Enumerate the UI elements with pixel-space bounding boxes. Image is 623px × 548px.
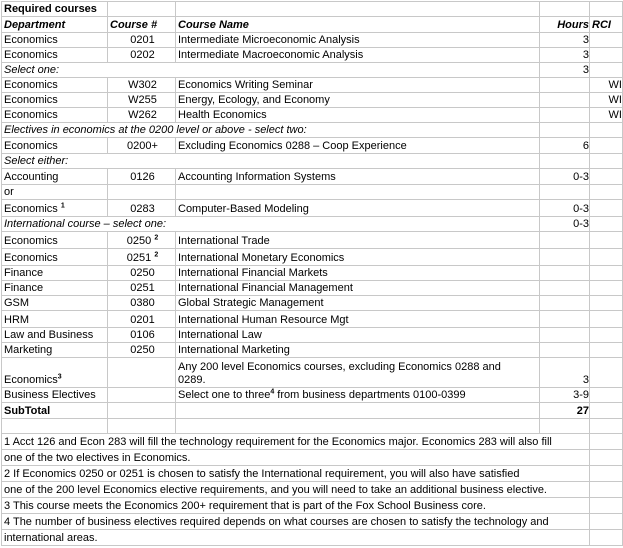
course-number-text: 0283 xyxy=(130,203,155,215)
course-row xyxy=(2,200,623,217)
hours-cell xyxy=(540,123,590,138)
empty-cell xyxy=(590,514,623,530)
course-name-cell xyxy=(176,185,540,200)
subtotal-value: 27 xyxy=(540,403,590,419)
department-cell xyxy=(2,108,108,123)
course-name-cell: Economics Writing Seminar xyxy=(176,78,540,93)
title-row xyxy=(2,2,623,17)
department-text: Economics xyxy=(4,203,58,215)
course-number-text: 0126 xyxy=(130,171,155,183)
empty-cell xyxy=(590,530,623,546)
rci-cell xyxy=(590,328,623,343)
hours-cell xyxy=(540,185,590,200)
hours-cell xyxy=(540,266,590,281)
footnote-marker: 2 xyxy=(154,234,159,242)
course-name-cell: Accounting Information Systems xyxy=(176,169,540,185)
course-row xyxy=(2,311,623,328)
course-name-cell xyxy=(176,388,540,403)
rci-cell: WI xyxy=(590,93,623,108)
empty-cell xyxy=(590,419,623,434)
course-name-cell: International Law xyxy=(176,328,540,343)
course-row xyxy=(2,249,623,266)
course-row xyxy=(2,343,623,358)
department-text: Finance xyxy=(4,282,44,294)
requirements-table xyxy=(1,1,623,546)
empty-cell xyxy=(590,482,623,498)
course-number-cell xyxy=(108,169,176,185)
department-text: Economics xyxy=(4,79,58,91)
empty-cell xyxy=(590,466,623,482)
hours-cell: 0-3 xyxy=(540,217,590,232)
empty-cell xyxy=(590,434,623,450)
department-text: or xyxy=(4,186,14,198)
course-number-cell xyxy=(108,185,176,200)
course-number-text: 0201 xyxy=(130,34,155,46)
course-row xyxy=(2,78,623,93)
department-text: Economics xyxy=(4,140,58,152)
hours-cell xyxy=(540,281,590,296)
department-text: Economics xyxy=(4,34,58,46)
hours-cell xyxy=(540,296,590,311)
course-number-cell xyxy=(108,388,176,403)
rci-cell: WI xyxy=(590,108,623,123)
footnote-3-row xyxy=(2,498,623,514)
hours-cell xyxy=(540,343,590,358)
rci-cell xyxy=(590,48,623,63)
header-hours: Hours xyxy=(540,17,590,33)
department-cell xyxy=(2,311,108,328)
footnote-marker: 4 xyxy=(270,388,275,396)
department-cell xyxy=(2,358,108,388)
department-text: Accounting xyxy=(4,171,59,183)
hours-cell: 3 xyxy=(540,358,590,388)
course-number-text: 0251 xyxy=(130,282,155,294)
course-row xyxy=(2,281,623,296)
department-cell xyxy=(2,281,108,296)
hours-cell: 3 xyxy=(540,33,590,48)
hours-cell xyxy=(540,311,590,328)
course-row xyxy=(2,169,623,185)
footnote-3: 3 This course meets the Economics 200+ requirement that is part of the Fox School Business core. xyxy=(2,498,590,514)
course-name-line: Any 200 level Economics courses, excluding Economics 0288 and xyxy=(178,361,501,373)
course-number-cell xyxy=(108,48,176,63)
department-cell xyxy=(2,169,108,185)
course-number-text: W255 xyxy=(128,94,157,106)
department-cell xyxy=(2,93,108,108)
course-number-cell xyxy=(108,200,176,217)
hours-cell xyxy=(540,93,590,108)
course-number-text: 0251 xyxy=(126,252,152,264)
hours-cell: 6 xyxy=(540,138,590,154)
course-name-cell: Global Strategic Management xyxy=(176,296,540,311)
department-cell xyxy=(2,200,108,217)
hours-cell: 3-9 xyxy=(540,388,590,403)
course-number-cell xyxy=(108,281,176,296)
rci-cell xyxy=(590,63,623,78)
course-name-cell: International Financial Markets xyxy=(176,266,540,281)
department-text: Economics xyxy=(4,252,58,264)
course-row xyxy=(2,232,623,249)
footnote-1: 1 Acct 126 and Econ 283 will fill the technology requirement for the Economics major. Economics 283 will also fill xyxy=(2,434,590,450)
department-text: Law and Business xyxy=(4,329,94,341)
course-number-cell xyxy=(108,232,176,249)
course-name-cell: Health Economics xyxy=(176,108,540,123)
hours-cell: 0-3 xyxy=(540,169,590,185)
hours-cell xyxy=(540,249,590,266)
department-text: Economics xyxy=(4,109,58,121)
department-text: Economics xyxy=(4,374,58,386)
footnote-4-row xyxy=(2,514,623,530)
footnote-2-row xyxy=(2,466,623,482)
course-name-line: 0289. xyxy=(178,374,206,386)
course-row-economics-200 xyxy=(2,358,623,388)
course-number-cell xyxy=(108,296,176,311)
empty-cell xyxy=(590,403,623,419)
section-row xyxy=(2,63,623,78)
rci-cell xyxy=(590,33,623,48)
course-row xyxy=(2,93,623,108)
course-number-cell xyxy=(108,266,176,281)
course-name-text: from business departments 0100-0399 xyxy=(274,389,466,401)
course-row xyxy=(2,328,623,343)
course-name-cell: International Marketing xyxy=(176,343,540,358)
hours-cell: 3 xyxy=(540,48,590,63)
course-number-cell xyxy=(108,93,176,108)
section-row xyxy=(2,217,623,232)
header-course-name: Course Name xyxy=(176,17,540,33)
table-title: Required courses xyxy=(2,2,108,17)
department-cell xyxy=(2,296,108,311)
footnote-2-cont-row xyxy=(2,482,623,498)
rci-cell xyxy=(590,154,623,169)
course-number-text: 0250 xyxy=(126,235,152,247)
department-cell xyxy=(2,328,108,343)
course-number-text: 0106 xyxy=(130,329,155,341)
footnote-1-cont: one of the two electives in Economics. xyxy=(2,450,590,466)
course-name-cell xyxy=(176,358,540,388)
empty-cell xyxy=(590,498,623,514)
department-cell xyxy=(2,249,108,266)
footnote-1-row xyxy=(2,434,623,450)
section-label: Select one: xyxy=(2,63,540,78)
section-label: International course – select one: xyxy=(2,217,540,232)
course-number-cell xyxy=(108,78,176,93)
section-row xyxy=(2,154,623,169)
header-row xyxy=(2,17,623,33)
course-number-text: 0200+ xyxy=(127,140,158,152)
rci-cell xyxy=(590,169,623,185)
department-cell xyxy=(2,48,108,63)
course-name-cell: International Financial Management xyxy=(176,281,540,296)
rci-cell xyxy=(590,249,623,266)
course-number-cell xyxy=(108,328,176,343)
rci-cell xyxy=(590,311,623,328)
department-cell xyxy=(2,33,108,48)
course-name-cell: International Trade xyxy=(176,232,540,249)
course-number-cell xyxy=(108,249,176,266)
course-number-cell xyxy=(108,311,176,328)
course-name-cell: Excluding Economics 0288 – Coop Experience xyxy=(176,138,540,154)
spacer-row xyxy=(2,419,623,434)
course-row xyxy=(2,33,623,48)
department-cell: Business Electives xyxy=(2,388,108,403)
course-name-text: Select one to three xyxy=(178,389,271,401)
course-row xyxy=(2,266,623,281)
subtotal-label: SubTotal xyxy=(2,403,108,419)
course-number-text: 0250 xyxy=(130,344,155,356)
course-row xyxy=(2,48,623,63)
department-text: GSM xyxy=(4,297,30,309)
rci-cell xyxy=(590,185,623,200)
footnote-2: 2 If Economics 0250 or 0251 is chosen to satisfy the International requirement, you will also have satisfied xyxy=(2,466,590,482)
rci-cell xyxy=(590,232,623,249)
empty-cell xyxy=(108,403,176,419)
footnote-4: 4 The number of business electives required depends on what courses are chosen to satisfy the technology and xyxy=(2,514,590,530)
course-row xyxy=(2,108,623,123)
rci-cell xyxy=(590,200,623,217)
section-row xyxy=(2,123,623,138)
department-cell xyxy=(2,78,108,93)
course-name-cell: Intermediate Microeconomic Analysis xyxy=(176,33,540,48)
hours-cell: 3 xyxy=(540,63,590,78)
rci-cell xyxy=(590,343,623,358)
course-name-cell: Energy, Ecology, and Economy xyxy=(176,93,540,108)
footnote-4-cont-row xyxy=(2,530,623,546)
course-row xyxy=(2,138,623,154)
department-text: HRM xyxy=(4,314,30,326)
section-label: Electives in economics at the 0200 level or above - select two: xyxy=(2,123,540,138)
hours-cell xyxy=(540,108,590,123)
rci-cell xyxy=(590,266,623,281)
course-name-cell: Intermediate Macroeconomic Analysis xyxy=(176,48,540,63)
department-cell xyxy=(2,185,108,200)
course-number-text: 0201 xyxy=(130,314,155,326)
empty-cell xyxy=(176,419,540,434)
empty-cell xyxy=(108,419,176,434)
footnote-2-cont: one of the 200 level Economics elective requirements, and you will need to take an additional business elective. xyxy=(2,482,590,498)
rci-cell xyxy=(590,123,623,138)
empty-cell xyxy=(2,419,108,434)
course-number-cell xyxy=(108,343,176,358)
course-row xyxy=(2,296,623,311)
footnote-1-cont-row xyxy=(2,450,623,466)
rci-cell xyxy=(590,281,623,296)
empty-cell xyxy=(590,450,623,466)
empty-cell xyxy=(176,403,540,419)
course-row xyxy=(2,185,623,200)
course-name-cell: Computer-Based Modeling xyxy=(176,200,540,217)
hours-cell xyxy=(540,232,590,249)
header-department: Department xyxy=(2,17,108,33)
course-name-cell: International Monetary Economics xyxy=(176,249,540,266)
footnote-4-cont: international areas. xyxy=(2,530,590,546)
department-cell xyxy=(2,266,108,281)
course-number-cell xyxy=(108,138,176,154)
empty-cell xyxy=(540,419,590,434)
hours-cell xyxy=(540,154,590,169)
department-text: Economics xyxy=(4,235,58,247)
rci-cell xyxy=(590,358,623,388)
department-cell xyxy=(2,343,108,358)
footnote-marker: 2 xyxy=(154,251,159,259)
subtotal-row xyxy=(2,403,623,419)
rci-cell xyxy=(590,296,623,311)
department-text: Economics xyxy=(4,49,58,61)
course-number-text: 0202 xyxy=(130,49,155,61)
course-number-text: 0380 xyxy=(130,297,155,309)
course-name-cell: International Human Resource Mgt xyxy=(176,311,540,328)
hours-cell xyxy=(540,78,590,93)
rci-cell xyxy=(590,138,623,154)
course-number-text: 0250 xyxy=(130,267,155,279)
department-text: Finance xyxy=(4,267,44,279)
department-cell xyxy=(2,138,108,154)
rci-cell: WI xyxy=(590,78,623,93)
section-label: Select either: xyxy=(2,154,540,169)
department-cell xyxy=(2,232,108,249)
footnote-marker: 3 xyxy=(57,373,62,381)
department-text: Economics xyxy=(4,94,58,106)
course-number-text: W262 xyxy=(128,109,157,121)
footnote-marker: 1 xyxy=(60,202,65,210)
rci-cell xyxy=(590,217,623,232)
course-number-cell xyxy=(108,358,176,388)
header-rci: RCI xyxy=(590,17,623,33)
course-row-business-electives xyxy=(2,388,623,403)
rci-cell xyxy=(590,388,623,403)
course-number-text: W302 xyxy=(128,79,157,91)
course-number-cell xyxy=(108,33,176,48)
hours-cell: 0-3 xyxy=(540,200,590,217)
department-text: Marketing xyxy=(4,344,53,356)
hours-cell xyxy=(540,328,590,343)
header-course-number: Course # xyxy=(108,17,176,33)
course-number-cell xyxy=(108,108,176,123)
